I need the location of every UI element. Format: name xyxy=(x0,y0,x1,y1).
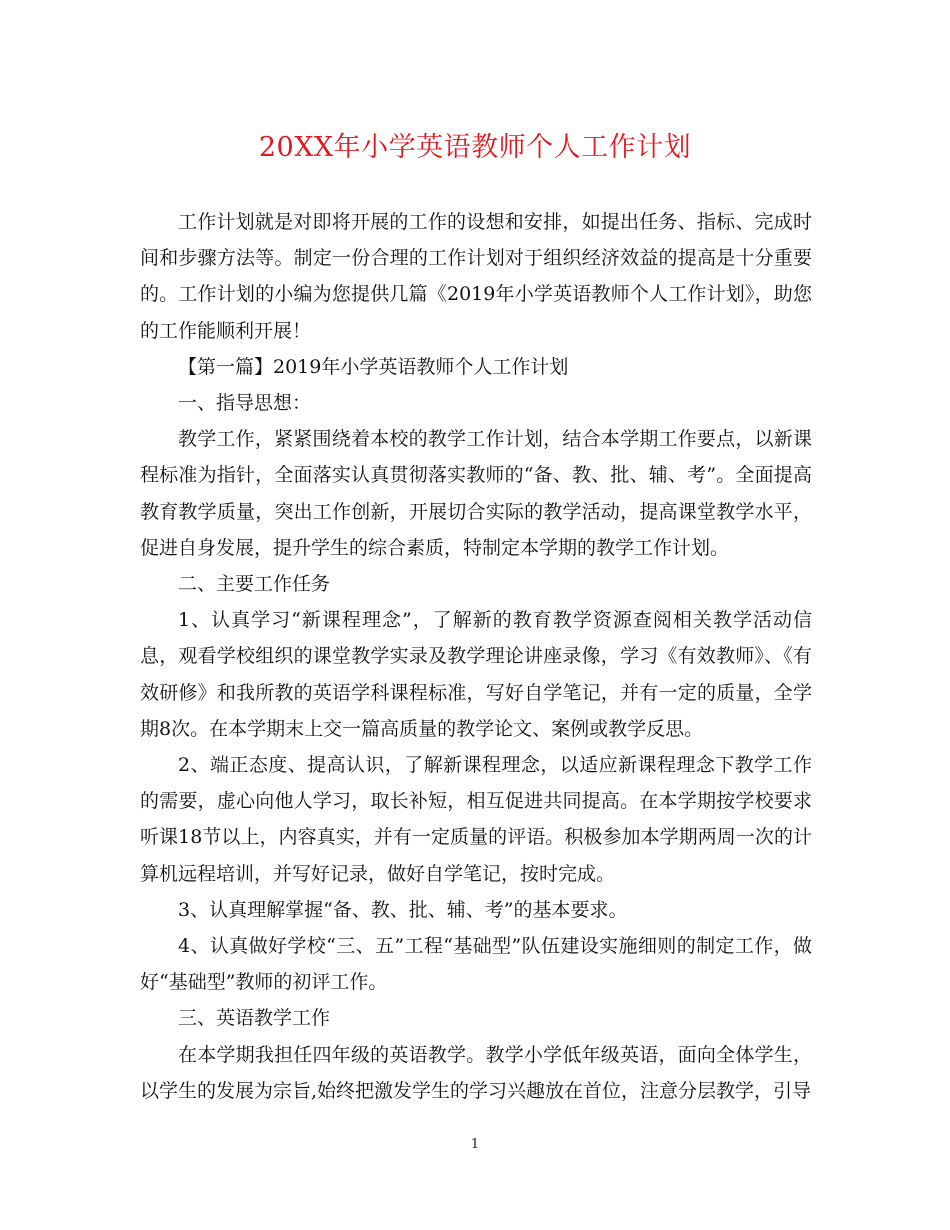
section-heading-guiding-ideology: 一、指导思想： xyxy=(178,392,312,415)
document-title: 20XX年小学英语教师个人工作计划 xyxy=(258,132,692,163)
intro-paragraph: 工作计划就是对即将开展的工作的设想和安排，如提出任务、指标、完成时间和步骤方法等。制定一份合理的工作计划对于组织经济效益的提高是十分重要的。工作计划的小编为您提供几篇《2019年小学英语教师个人工作计划》，助您的工作能顺利开展！ xyxy=(140,211,812,342)
section-heading-first-article: 【第一篇】2019年小学英语教师个人工作计划 xyxy=(178,355,569,378)
list-item-3: 3、认真理解掌握“备、教、批、辅、考”的基本要求。 xyxy=(178,898,628,921)
section-heading-main-tasks: 二、主要工作任务 xyxy=(178,573,331,596)
list-item-4: 4、认真做好学校“三、五”工程“基础型”队伍建设实施细则的制定工作，做好“基础型”教师的初评工作。 xyxy=(140,935,812,994)
document-body xyxy=(140,204,812,1109)
body-paragraph: 在本学期我担任四年级的英语教学。教学小学低年级英语，面向全体学生，以学生的发展为宗旨,始终把激发学生的学习兴趣放在首位，注意分层教学，引导 xyxy=(140,1043,812,1102)
section-heading-english-teaching: 三、英语教学工作 xyxy=(178,1007,331,1030)
page-number: 1 xyxy=(470,1137,480,1152)
list-item-2: 2、端正态度、提高认识，了解新课程理念，以适应新课程理念下教学工作的需要，虚心向他人学习，取长补短，相互促进共同提高。在本学期按学校要求听课18节以上，内容真实，并有一定质量的评语。积极参加本学期两周一次的计算机远程培训，并写好记录，做好自学笔记，按时完成。 xyxy=(140,754,812,885)
list-item-1: 1、认真学习“新课程理念”，了解新的教育教学资源查阅相关教学活动信息，观看学校组织的课堂教学实录及教学理论讲座录像，学习《有效教师》、《有效研修》和我所教的英语学科课程标准，写好自学笔记，并有一定的质量，全学期8次。在本学期末上交一篇高质量的教学论文、案例或教学反思。 xyxy=(140,609,812,740)
body-paragraph: 教学工作，紧紧围绕着本校的教学工作计划，结合本学期工作要点，以新课程标准为指针，全面落实认真贯彻落实教师的“备、教、批、辅、考”。全面提高教育教学质量，突出工作创新，开展切合实际的教学活动，提高课堂教学水平，促进自身发展，提升学生的综合素质，特制定本学期的教学工作计划。 xyxy=(140,428,812,559)
